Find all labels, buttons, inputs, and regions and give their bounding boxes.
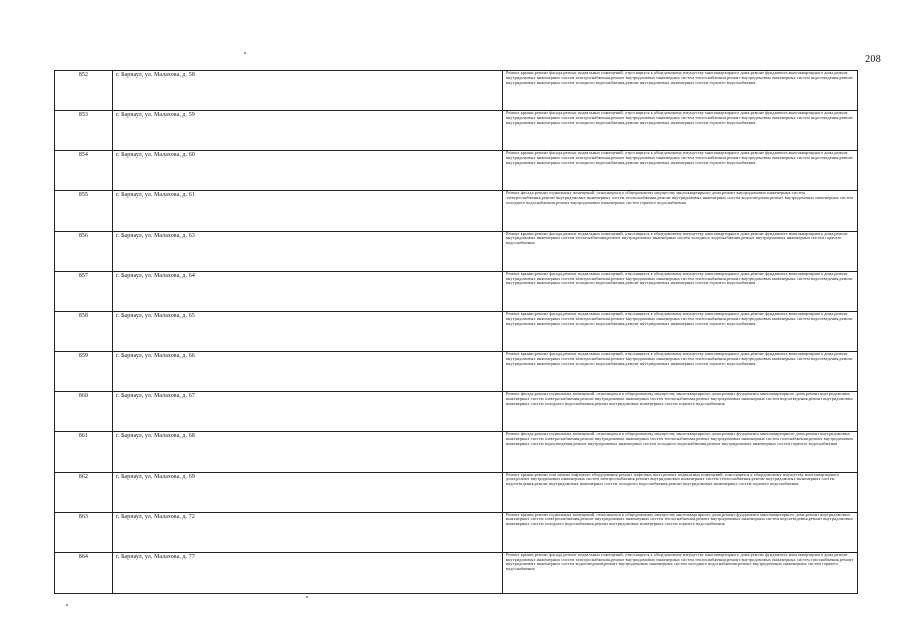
row-number: 855: [54, 191, 112, 230]
row-address: г. Барнаул, ул. Малахова, д. 77: [112, 553, 502, 593]
row-number: 852: [54, 71, 112, 110]
row-number: 856: [54, 232, 112, 271]
table-row: [54, 392, 858, 432]
row-works: Ремонт крыши,ремонт фасада,ремонт подвальных помещений, относящихся к общедомовому имуществу многоквартирного дома,ремонт фундамента многоквартирного дома,ремонт внутридомовых инженерных систем электроснабжения,ремонт внутридомовых инженерных систем теплоснабжения,ремонт внутридомовых инженерных систем водоотведения,ремонт внутридомовых инженерных систем холодного водоснабжения,ремонт внутридомовых инженерных систем горячего водоснабжения: [502, 111, 858, 150]
row-number: 858: [54, 312, 112, 351]
row-number: 860: [54, 392, 112, 431]
row-number: 862: [54, 473, 112, 512]
row-address: г. Барнаул, ул. Малахова, д. 60: [112, 151, 502, 190]
row-number: 853: [54, 111, 112, 150]
table-row: [54, 272, 858, 312]
row-number: 857: [54, 272, 112, 311]
row-number: 864: [54, 553, 112, 593]
table-row: [54, 232, 858, 272]
row-works: Ремонт крыши,ремонт фасада,ремонт подвальных помещений, относящихся к общедомовому имуществу многоквартирного дома,ремонт фундамента многоквартирного дома,ремонт внутридомовых инженерных систем электроснабжения,ремонт внутридомовых инженерных систем теплоснабжения,ремонт внутридомовых инженерных систем водоотведения,ремонт внутридомовых инженерных систем холодного водоснабжения,ремонт внутридомовых инженерных систем горячего водоснабжения: [502, 352, 858, 391]
row-number: 861: [54, 432, 112, 471]
row-address: г. Барнаул, ул. Малахова, д. 67: [112, 392, 502, 431]
table-row: [54, 191, 858, 231]
table-row: [54, 432, 858, 472]
table-row: [54, 312, 858, 352]
row-works: Ремонт фасада,ремонт подвальных помещений, относящихся к общедомовому имуществу многоквартирного дома,ремонт фундамента многоквартирного дома,ремонт внутридомовых инженерных систем электроснабжения,ремонт внутридомовых инженерных систем теплоснабжения,ремонт внутридомовых инженерных систем водоотведения,ремонт внутридомовых инженерных систем холодного водоснабжения,ремонт внутридомовых инженерных систем горячего водоснабжения: [502, 392, 858, 431]
row-number: 863: [54, 513, 112, 552]
row-number: 859: [54, 352, 112, 391]
table-row: [54, 473, 858, 513]
row-address: г. Барнаул, ул. Малахова, д. 64: [112, 272, 502, 311]
scan-speck: [244, 52, 246, 54]
row-address: г. Барнаул, ул. Малахова, д. 58: [112, 71, 502, 110]
scan-speck: [306, 596, 308, 598]
row-works: Ремонт крыши,ремонт фасада,ремонт подвальных помещений, относящихся к общедомовому имуществу многоквартирного дома,ремонт фундамента многоквартирного дома,ремонт внутридомовых инженерных систем теплоснабжения,ремонт внутридомовых инженерных систем холодного водоснабжения,ремонт внутридомовых инженерных систем горячего водоснабжения: [502, 232, 858, 271]
row-works: Ремонт крыши,ремонт подвальных помещений, относящихся к общедомовому имуществу многоквартирного дома,ремонт фундамента многоквартирного дома,ремонт внутридомовых инженерных систем электроснабжения,ремонт внутридомовых инженерных систем теплоснабжения,ремонт внутридомовых инженерных систем водоотведения,ремонт внутридомовых инженерных систем холодного водоснабжения,ремонт внутридомовых инженерных систем горячего водоснабжения: [502, 513, 858, 552]
page-number: 208: [865, 54, 881, 65]
row-address: г. Барнаул, ул. Малахова, д. 65: [112, 312, 502, 351]
table-row: [54, 553, 858, 593]
row-address: г. Барнаул, ул. Малахова, д. 68: [112, 432, 502, 471]
row-works: Ремонт фасада,ремонт подвальных помещений, относящихся к общедомовому имуществу многоквартирного дома,ремонт фундамента многоквартирного дома,ремонт внутридомовых инженерных систем электроснабжения,ремонт внутридомовых инженерных систем теплоснабжения,ремонт внутридомовых инженерных систем газоснабжения,ремонт внутридомовых инженерных систем водоотведения,ремонт внутридомовых инженерных систем холодного водоснабжения,ремонт внутридомовых инженерных систем горячего водоснабжения: [502, 432, 858, 471]
row-address: г. Барнаул, ул. Малахова, д. 63: [112, 232, 502, 271]
works-table: [54, 70, 858, 594]
row-works: Ремонт крыши,ремонт фасада,ремонт подвальных помещений, относящихся к общедомовому имуществу многоквартирного дома,ремонт фундамента многоквартирного дома,ремонт внутридомовых инженерных систем электроснабжения,ремонт внутридомовых инженерных систем теплоснабжения,ремонт внутридомовых инженерных систем водоотведения,ремонт внутридомовых инженерных систем холодного водоснабжения,ремонт внутридомовых инженерных систем горячего водоснабжения: [502, 272, 858, 311]
row-works: Ремонт крыши,ремонт фасада,ремонт подвальных помещений, относящихся к общедомовому имуществу многоквартирного дома,ремонт фундамента многоквартирного дома,ремонт внутридомовых инженерных систем электроснабжения,ремонт внутридомовых инженерных систем теплоснабжения,ремонт внутридомовых инженерных систем водоотведения,ремонт внутридомовых инженерных систем холодного водоснабжения,ремонт внутридомовых инженерных систем горячего водоснабжения: [502, 151, 858, 190]
row-address: г. Барнаул, ул. Малахова, д. 72: [112, 513, 502, 552]
row-number: 854: [54, 151, 112, 190]
table-row: [54, 71, 858, 111]
scan-speck: [66, 604, 68, 606]
row-works: Ремонт крыши,ремонт фасада,ремонт подвальных помещений, относящихся к общедомовому имуществу многоквартирного дома,ремонт фундамента многоквартирного дома,ремонт внутридомовых инженерных систем электроснабжения,ремонт внутридомовых инженерных систем теплоснабжения,ремонт внутридомовых инженерных систем газоснабжения,ремонт внутридомовых инженерных систем водоотведения,ремонт внутридомовых инженерных систем холодного водоснабжения,ремонт внутридомовых инженерных систем горячего водоснабжения: [502, 553, 858, 593]
table-row: [54, 151, 858, 191]
row-address: г. Барнаул, ул. Малахова, д. 59: [112, 111, 502, 150]
row-address: г. Барнаул, ул. Малахова, д. 66: [112, 352, 502, 391]
table-row: [54, 352, 858, 392]
row-address: г. Барнаул, ул. Малахова, д. 61: [112, 191, 502, 230]
row-works: Ремонт крыши,ремонт фасада,ремонт подвальных помещений, относящихся к общедомовому имуществу многоквартирного дома,ремонт фундамента многоквартирного дома,ремонт внутридомовых инженерных систем электроснабжения,ремонт внутридомовых инженерных систем теплоснабжения,ремонт внутридомовых инженерных систем водоотведения,ремонт внутридомовых инженерных систем холодного водоснабжения,ремонт внутридомовых инженерных систем горячего водоснабжения: [502, 312, 858, 351]
table-body: [54, 71, 858, 593]
row-works: Ремонт крыши,ремонт фасада,ремонт подвальных помещений, относящихся к общедомовому имуществу многоквартирного дома,ремонт фундамента многоквартирного дома,ремонт внутридомовых инженерных систем электроснабжения,ремонт внутридомовых инженерных систем теплоснабжения,ремонт внутридомовых инженерных систем водоотведения,ремонт внутридомовых инженерных систем холодного водоснабжения,ремонт внутридомовых инженерных систем горячего водоснабжения: [502, 71, 858, 110]
table-row: [54, 111, 858, 151]
table-row: [54, 513, 858, 553]
row-address: г. Барнаул, ул. Малахова, д. 69: [112, 473, 502, 512]
row-works: Ремонт фасада,ремонт подвальных помещений, относящихся к общедомовому имуществу многоквартирного дома,ремонт внутридомовых инженерных систем электроснабжения,ремонт внутридомовых инженерных систем теплоснабжения,ремонт внутридомовых инженерных систем водоотведения,ремонт внутридомовых инженерных систем холодного водоснабжения,ремонт внутридомовых инженерных систем горячего водоснабжения: [502, 191, 858, 230]
row-works: Ремонт крыши,ремонт или замена лифтового оборудования,ремонт лифтовых шахт,ремонт подвальных помещений, относящихся к общедомовому имуществу многоквартирного дома,ремонт внутридомовых инженерных систем электроснабжения,ремонт внутридомовых инженерных систем теплоснабжения,ремонт внутридомовых инженерных систем водоотведения,ремонт внутридомовых инженерных систем холодного водоснабжения,ремонт внутридомовых инженерных систем горячего водоснабжения: [502, 473, 858, 512]
